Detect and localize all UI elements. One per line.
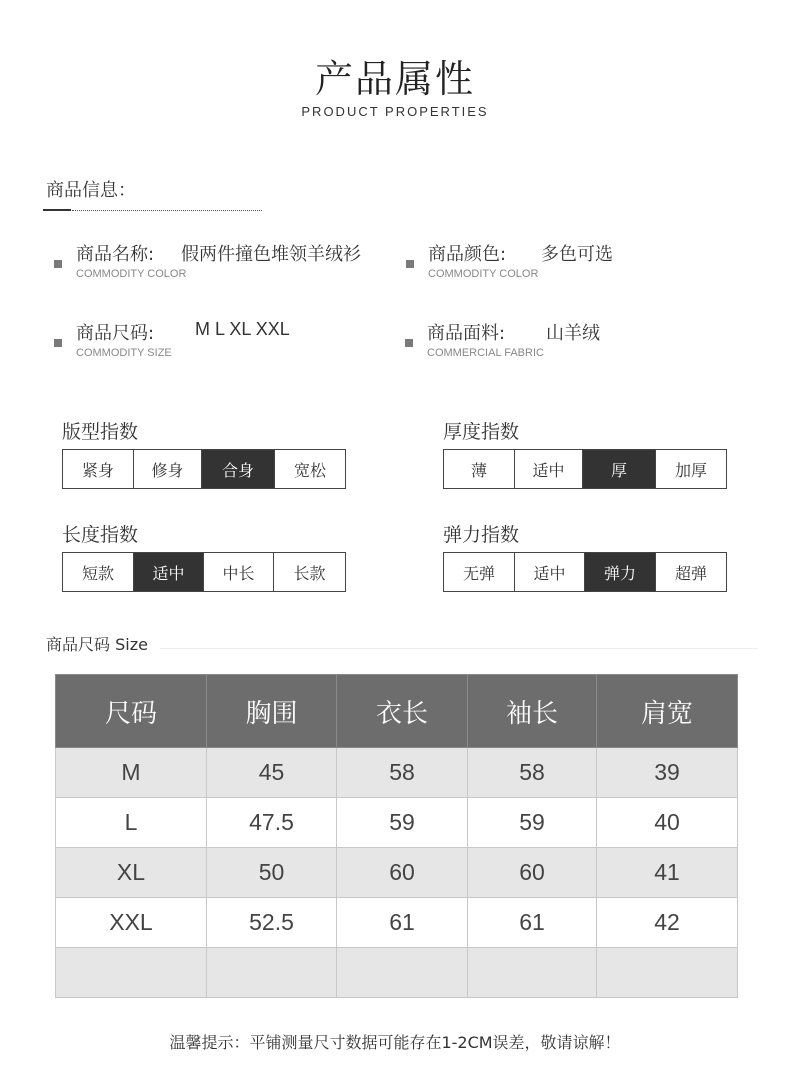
header-sleeve: 袖长 [468, 675, 597, 748]
table-cell: 61 [468, 898, 597, 948]
thickness-option: 适中 [515, 450, 583, 488]
table-cell: M [56, 748, 207, 798]
thickness-option: 加厚 [674, 460, 707, 480]
page-title: 产品属性 [314, 57, 475, 101]
size-table [55, 674, 738, 998]
length-index-bar [62, 552, 346, 592]
attribute-sub-label: COMMODITY COLOR [428, 268, 539, 280]
fit-option: 合身 [202, 450, 275, 488]
thickness-option: 薄 [444, 450, 515, 488]
table-cell: 59 [337, 798, 468, 848]
table-cell: 52.5 [207, 898, 337, 948]
table-cell: 47.5 [207, 798, 337, 848]
table-cell: 41 [597, 848, 738, 898]
table-cell: 60 [468, 848, 597, 898]
square-bullet-icon [54, 260, 62, 268]
attribute-value: M L XL XXL [195, 319, 290, 339]
elasticity-option: 弹力 [585, 553, 656, 591]
table-cell: XXL [56, 898, 207, 948]
table-row [56, 748, 738, 798]
table-row [56, 848, 738, 898]
thickness-index-label: 厚度指数 [443, 421, 520, 443]
thickness-option: 厚 [583, 450, 656, 488]
attribute-label: 商品面料: [427, 323, 506, 344]
table-cell: 61 [337, 898, 468, 948]
table-cell: XL [56, 848, 207, 898]
size-chart-heading-line [160, 648, 758, 649]
length-index-label: 长度指数 [62, 524, 139, 546]
page-subtitle: PRODUCT PROPERTIES [301, 104, 489, 119]
length-option: 适中 [134, 553, 204, 591]
header-chest: 胸围 [207, 675, 337, 748]
elasticity-option: 适中 [515, 553, 585, 591]
table-cell [597, 948, 738, 998]
table-cell [56, 948, 207, 998]
length-option: 短款 [63, 553, 134, 591]
fit-option: 修身 [134, 450, 202, 488]
attribute-sub-label: COMMODITY COLOR [76, 268, 187, 280]
table-cell: 58 [468, 748, 597, 798]
table-cell: 50 [207, 848, 337, 898]
elasticity-option: 无弹 [444, 553, 515, 591]
info-heading-underline [43, 209, 71, 211]
fit-option: 宽松 [293, 460, 326, 480]
info-heading-dotted-line [72, 210, 262, 211]
header-shoulder: 肩宽 [597, 675, 738, 748]
attribute-sub-label: COMMERCIAL FABRIC [427, 347, 544, 359]
table-cell: 58 [337, 748, 468, 798]
attribute-label: 商品名称: [76, 244, 155, 265]
measurement-note: 温馨提示：平铺测量尺寸数据可能存在1-2CM误差，敬请谅解！ [169, 1033, 621, 1052]
table-cell: 60 [337, 848, 468, 898]
table-row [56, 948, 738, 998]
thickness-index-bar [443, 449, 727, 489]
length-option: 中长 [204, 553, 274, 591]
fit-option: 紧身 [63, 450, 134, 488]
size-chart-heading: 商品尺码 Size [46, 635, 148, 654]
attribute-label: 商品颜色: [428, 244, 507, 265]
table-cell: 40 [597, 798, 738, 848]
length-option: 长款 [293, 563, 326, 583]
elasticity-index-bar [443, 552, 727, 592]
table-cell [468, 948, 597, 998]
fit-index-label: 版型指数 [62, 421, 139, 443]
table-cell: 45 [207, 748, 337, 798]
fit-index-bar [62, 449, 346, 489]
table-cell: 42 [597, 898, 738, 948]
table-cell [337, 948, 468, 998]
square-bullet-icon [405, 339, 413, 347]
header-size: 尺码 [56, 675, 207, 748]
header-length: 衣长 [337, 675, 468, 748]
square-bullet-icon [54, 339, 62, 347]
info-heading: 商品信息： [46, 180, 136, 201]
elasticity-option: 超弹 [674, 563, 707, 583]
table-cell: L [56, 798, 207, 848]
size-table-header-row [56, 675, 738, 748]
table-row [56, 798, 738, 848]
table-cell: 59 [468, 798, 597, 848]
table-row [56, 898, 738, 948]
table-cell: 39 [597, 748, 738, 798]
elasticity-index-label: 弹力指数 [443, 524, 520, 546]
attribute-sub-label: COMMODITY SIZE [76, 347, 172, 359]
square-bullet-icon [406, 260, 414, 268]
table-cell [207, 948, 337, 998]
attribute-value: 山羊绒 [546, 323, 600, 344]
attribute-value: 假两件撞色堆领羊绒衫 [181, 244, 361, 265]
attribute-label: 商品尺码: [76, 323, 155, 344]
attribute-value: 多色可选 [541, 244, 613, 265]
